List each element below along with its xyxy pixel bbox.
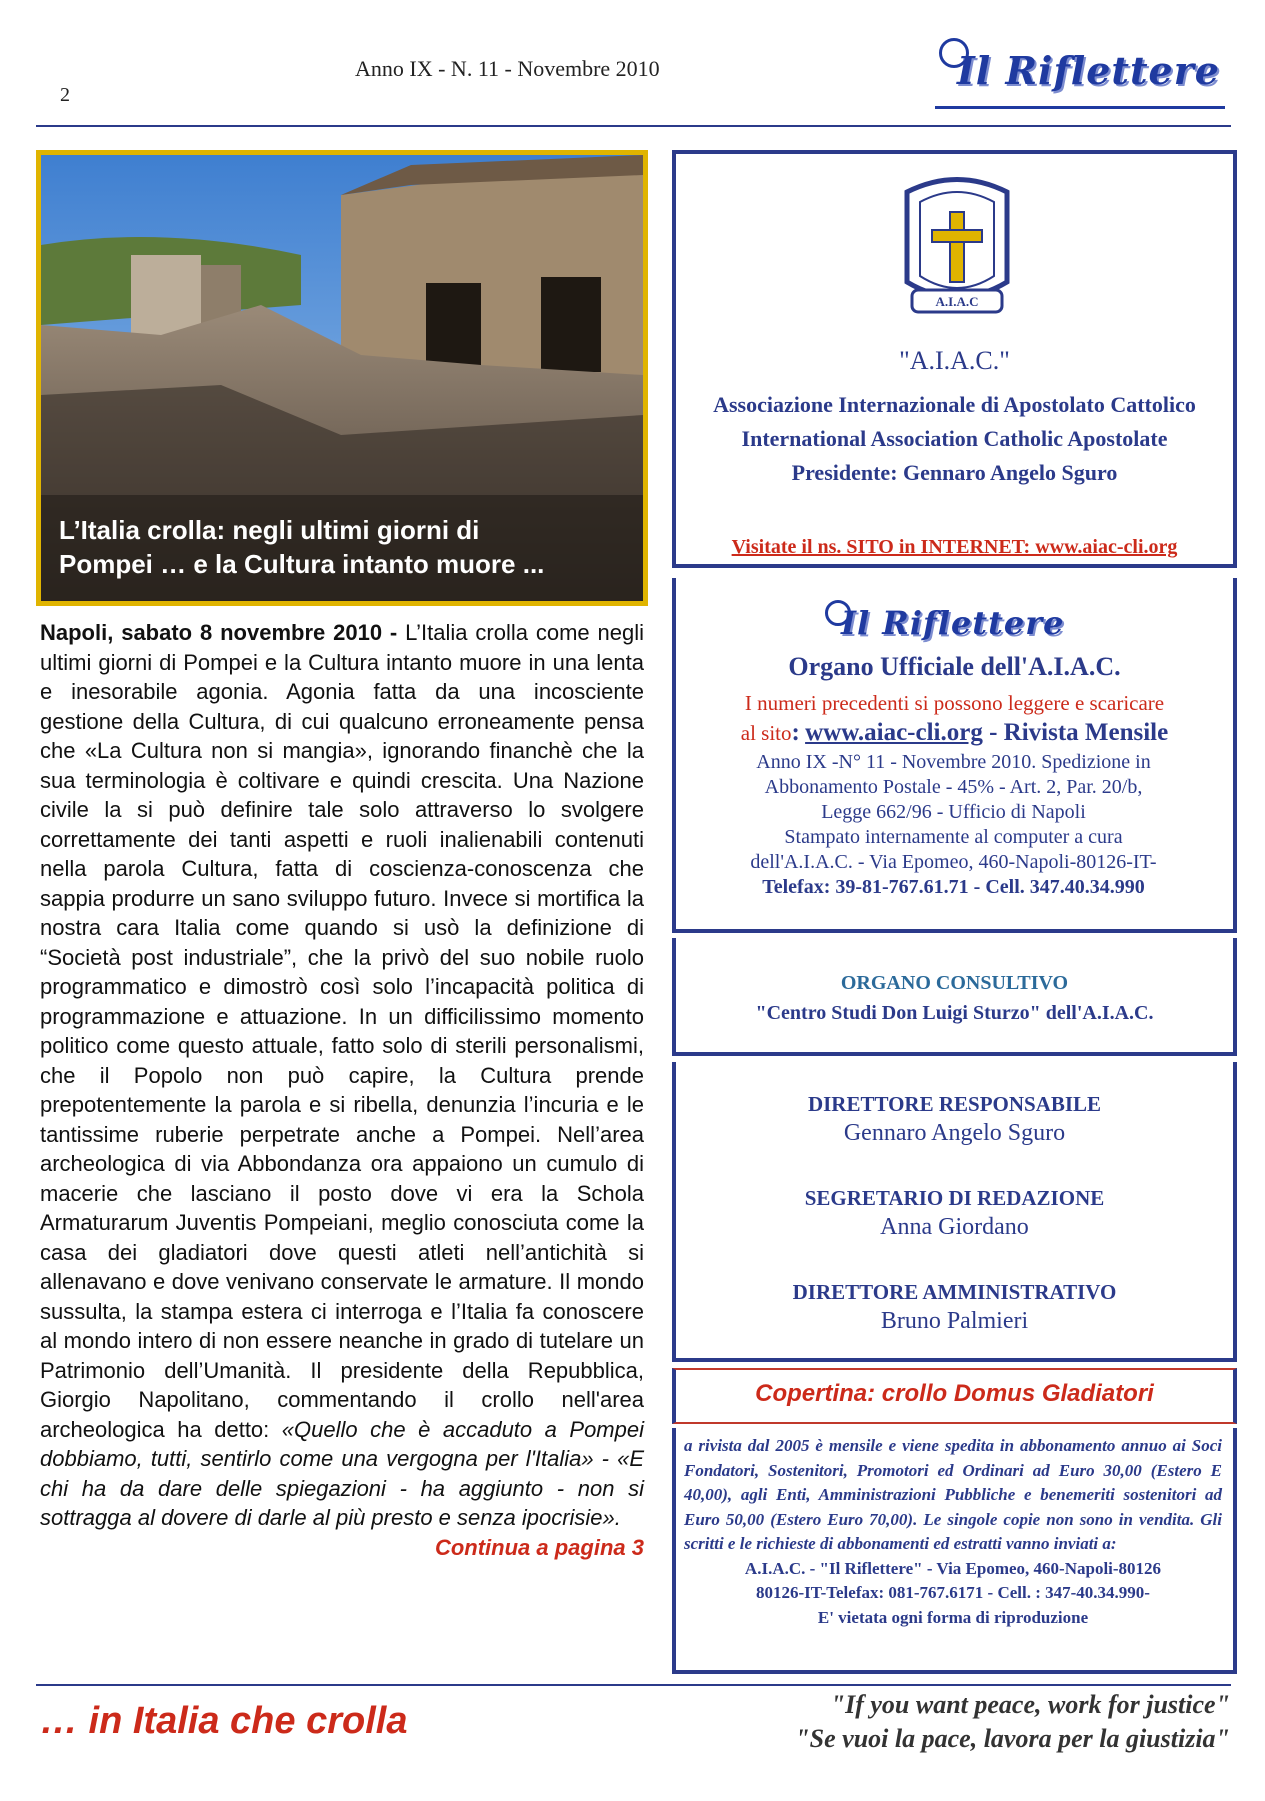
page-number: 2 [60, 84, 70, 106]
subscription-info [684, 1434, 1222, 1630]
staff-box [672, 1062, 1237, 1362]
consultivo-box [672, 938, 1237, 1056]
footer-rule [36, 1684, 1231, 1686]
staff-role-3: DIRETTORE AMMINISTRATIVO [792, 1280, 1117, 1304]
article-body [40, 618, 644, 1562]
numeri-colon: : [791, 719, 800, 746]
website-link[interactable]: Visitate il ns. SITO in INTERNET: www.aiac-cli.org [731, 536, 1178, 558]
staff-name-1: Gennaro Angelo Sguro [843, 1120, 1066, 1146]
president: Presidente: Gennaro Angelo Sguro [791, 460, 1118, 485]
copertina-box [672, 1368, 1237, 1424]
logo-text: Il Riflettere [841, 604, 1065, 642]
photo-caption [59, 513, 544, 581]
address-line-2: 80126-IT-Telefax: 081-767.6171 - Cell. : 347-40.34.990- [756, 1583, 1150, 1602]
copertina-label: Copertina: crollo Domus Gladiatori [755, 1380, 1154, 1407]
aiac-emblem-icon [892, 172, 1022, 322]
emblem-badge-text: A.I.A.C [935, 294, 979, 309]
caption-line-1: L’Italia crolla: negli ultimi giorni di [59, 515, 480, 545]
numeri-line-1: I numeri precedenti si possono leggere e scaricare [744, 691, 1165, 715]
site-link[interactable]: www.aiac-cli.org [805, 719, 983, 746]
magazine-box [672, 578, 1237, 933]
sped-line-3: Legge 662/96 - Ufficio di Napoli [821, 801, 1086, 823]
header-rule [36, 125, 1231, 127]
subscription-text: a rivista dal 2005 è mensile e viene spedita in abbonamento annuo ai Soci Fondatori, Sostenitori, Promotori ed Ordinari ad Euro 30,00 (Estero E 40,00), agli Enti, Amministrazioni Pubbliche e benemeriti sostenitori ad Euro 50,00 (Estero Euro 70,00). Le singole copie non sono in vendita. Gli scritti e le richieste di abbonamenti ed estratti vanno inviati a: [684, 1436, 1222, 1553]
sped-line-2: Abbonamento Postale - 45% - Art. 2, Par. 20/b, [764, 776, 1143, 798]
logo-underline [935, 106, 1225, 109]
masthead-logo [935, 38, 1225, 118]
rivista-mensile: - Rivista Mensile [982, 719, 1169, 746]
sped-line-1: Anno IX -N° 11 - Novembre 2010. Spedizione in [756, 751, 1151, 773]
aiac-box [672, 150, 1237, 568]
address-line-3: E' vietata ogni forma di riproduzione [817, 1607, 1089, 1627]
assoc-italian: Associazione Internazionale di Apostolato Cattolico [713, 392, 1196, 417]
quote-italian: "Se vuoi la pace, lavora per la giustizia" [795, 1724, 1230, 1753]
president-quote: «Quello che è accaduto a Pompei dobbiamo, tutti, sentirlo come una vergogna per l'Italia» - «E chi ha da dare delle spiegazioni - ha aggiunto - non si sottragga al dovere di darle al più presto e senza ipocrisie». [40, 1416, 644, 1530]
consultivo-name: "Centro Studi Don Luigi Sturzo" dell'A.I.A.C. [755, 1002, 1154, 1024]
back-issues-info [676, 688, 1233, 748]
caption-line-2: Pompei … e la Cultura intanto muore ... [59, 549, 545, 579]
continue-link[interactable]: Continua a pagina 3 [434, 1534, 644, 1560]
article-lead: Napoli, sabato 8 novembre 2010 - [40, 620, 398, 645]
footer-slogan: … in Italia che crolla [40, 1700, 408, 1742]
quote-english: "If you want peace, work for justice" [830, 1690, 1230, 1719]
shipping-info [686, 750, 1221, 900]
staff-name-3: Bruno Palmieri [880, 1308, 1029, 1334]
address-line-1: A.I.A.C. - "Il Riflettere" - Via Epomeo, 460-Napoli-80126 [744, 1558, 1162, 1578]
sped-line-4: Stampato internamente al computer a cura [784, 826, 1123, 848]
staff-role-1: DIRETTORE RESPONSABILE [807, 1092, 1102, 1116]
subscription-box [672, 1428, 1237, 1674]
sped-line-6: Telefax: 39-81-767.61.71 - Cell. 347.40.34.990 [762, 876, 1145, 898]
numeri-prefix: al sito [740, 721, 792, 745]
logo-text: Il Riflettere [957, 48, 1220, 93]
aiac-title: "A.I.A.C." [899, 346, 1010, 375]
article-text: L’Italia crolla come negli ultimi giorni di Pompei e la Cultura intanto muore in una lenta e inesorabile agonia. Agonia fatta da una incosciente gestione della Cultura, di cui qualcuno erroneamente pensa che «La Cultura non si mangia», ignorando financhè che la sua terminologia è coltivare e quindi crescita. Una Nazione civile la si può definire tale solo attraverso lo svolgere correttamente dei tanti aspetti e ruoli inalienabili contenuti nella parola Cultura, fatta di coscienza-conoscenza che sappia produrre un sano sviluppo futuro. Invece si mortifica la nostra cara Italia come quando si usò la definizione di “Società post industriale”, che la privò del suo nobile ruolo programmatico e dimostrò così solo l’incapacità politica di programmazione e attuazione. In un difficilissimo momento politico come questo attuale, fatto solo di sterili personalismi, che il Popolo non può capire, la Cultura prende prepotentemente la parola e si ribella, denunzia l’incuria e le tantissime ruberie perpetrate anche a Pompei. Nell’area archeologica di via Abbondanza ora appaiono un cumulo di macerie che lasciano il posto dove vi era la Schola Armaturarum Juventis Pompeiani, meglio conosciuta come la casa dei gladiatori dove questi atleti nell’antichità si allenavano e dove venivano conservate le armature. Il mondo sussulta, la stampa estera ci interroga e l’Italia fa conoscere al mondo intero di non essere neanche in grado di tutelare un Patrimonio dell’Umanità. Il presidente della Repubblica, Giorgio Napolitano, commentando il crollo nell'area archeologica ha detto: [40, 620, 644, 1442]
assoc-english: International Association Catholic Apostolate [741, 426, 1168, 451]
cover-photo [36, 150, 648, 606]
staff-role-2: SEGRETARIO DI REDAZIONE [804, 1186, 1105, 1210]
staff-name-2: Anna Giordano [880, 1214, 1029, 1240]
sped-line-5: dell'A.I.A.C. - Via Epomeo, 460-Napoli-80126-IT- [750, 851, 1157, 873]
organo-ufficiale: Organo Ufficiale dell'A.I.A.C. [788, 652, 1121, 681]
consultivo-title: ORGANO CONSULTIVO [840, 972, 1069, 994]
issue-info: Anno IX - N. 11 - Novembre 2010 [355, 56, 660, 81]
magazine-logo [821, 600, 1101, 650]
